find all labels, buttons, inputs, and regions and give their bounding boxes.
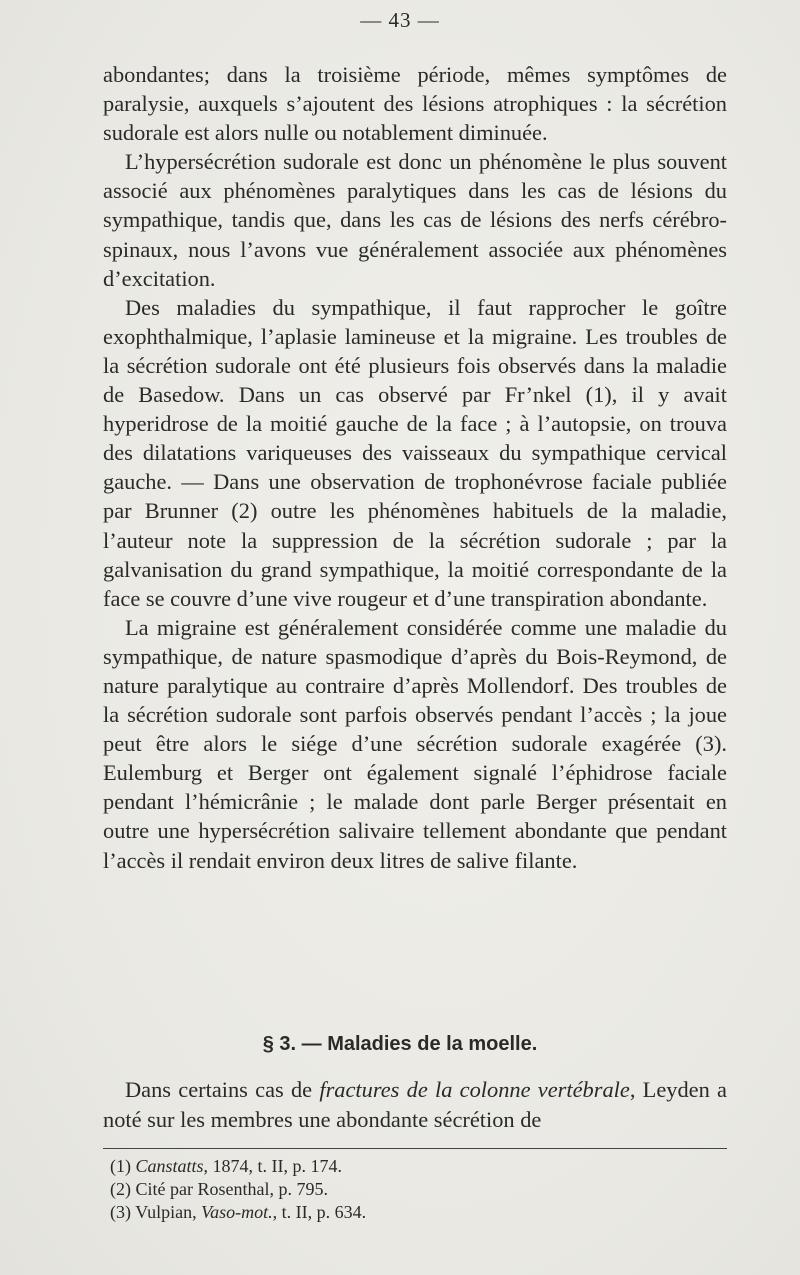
footnote-number: (3): [110, 1202, 131, 1222]
footnote-3: [110, 1201, 710, 1224]
footnotes: [110, 1155, 710, 1224]
footnote-details: Cité par Rosenthal, p. 795.: [135, 1179, 328, 1199]
footnote-1: [110, 1155, 710, 1178]
paragraph-2: L’hypersécrétion sudorale est donc un phénomène le plus souvent associé aux phénomènes paralytiques dans les cas de lésions du sympathique, tandis que, dans les cas de lésions des nerfs cérébro-spinaux, nous l’avons vue généralement associée aux phénomènes d’excitation.: [103, 149, 727, 291]
section-paragraph: [103, 1075, 727, 1134]
section-text-start: Dans certains cas de: [125, 1077, 320, 1102]
footnote-source: Canstatts: [135, 1156, 204, 1176]
body-text: [103, 60, 727, 875]
footnote-source-prefix: Vulpian,: [135, 1202, 202, 1222]
section-text-italic: fractures de la colonne vertébrale: [319, 1077, 630, 1102]
page-number: — 43 —: [360, 8, 440, 32]
section-text-end: , Leyden a noté sur les membres une abondante sécrétion de: [103, 1077, 727, 1132]
footnote-details: , 1874, t. II, p. 174.: [203, 1156, 343, 1176]
footnote-2: [110, 1178, 710, 1201]
footnote-source: Vaso-mot.: [201, 1202, 273, 1222]
footnote-number: (2): [110, 1179, 131, 1199]
section-heading: § 3. — Maladies de la moelle.: [262, 1033, 538, 1055]
paragraph-4: La migraine est généralement considérée comme une maladie du sympathique, de nature spasmodique d’après du Bois-Reymond, de nature paralytique au contraire d’après Mollendorf. Des troubles de la sécrétion sudorale sont parfois observés pendant l’accès ; la joue peut être alors le siége d’une sécrétion sudorale exagérée (3). Eulemburg et Berger ont également signalé l’éphidrose faciale pendant l’hémicrânie ; le malade dont parle Berger présentait en outre une hypersécrétion salivaire tellement abondante que pendant l’accès il rendait environ deux litres de salive filante.: [103, 614, 727, 873]
footnote-number: (1): [110, 1156, 131, 1176]
footnote-details: , t. II, p. 634.: [272, 1202, 367, 1222]
section-text: [103, 1075, 727, 1134]
paragraph-3: Des maladies du sympathique, il faut rapprocher le goître exophthalmique, l’aplasie lamineuse et la migraine. Les troubles de la sécrétion sudorale ont été plusieurs fois observés dans la maladie de Basedow. Dans un cas observé par Fr’nkel (1), il y avait hyperidrose de la moitié gauche de la face ; à l’autopsie, on trouva des dilatations variqueuses des vaisseaux du sympathique cervical gauche. — Dans une observation de trophonévrose faciale publiée par Brunner (2) outre les phénomènes habituels de la maladie, l’auteur note la suppression de la sécrétion sudorale ; par la galvanisation du grand sympathique, la moitié correspondante de la face se couvre d’une vive rougeur et d’une transpiration abondante.: [103, 294, 727, 611]
paragraph-1: abondantes; dans la troisième période, mêmes symptômes de paralysie, auxquels s’ajoutent des lésions atrophiques : la sécrétion sudorale est alors nulle ou notablement diminuée.: [103, 62, 727, 146]
footnote-divider: [103, 1148, 727, 1149]
